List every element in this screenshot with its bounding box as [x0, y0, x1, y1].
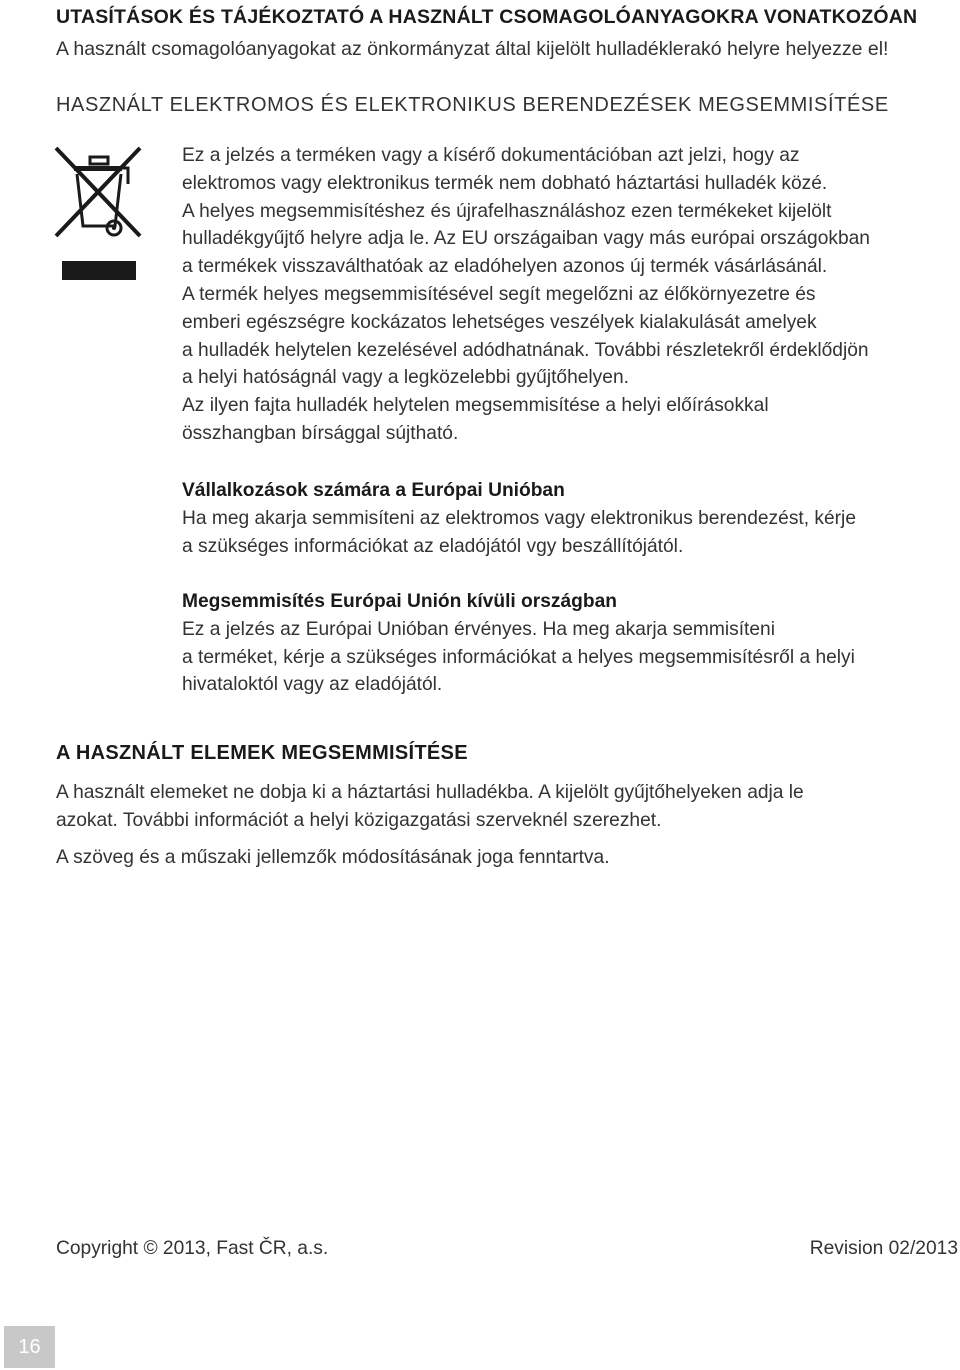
weee-line: emberi egészségre kockázatos lehetséges veszélyek kialakulását amelyek [182, 311, 817, 333]
business-line: a szükséges információkat az eladójától vgy beszállítójától. [182, 535, 684, 557]
packaging-title: UTASÍTÁSOK ÉS TÁJÉKOZTATÓ A HASZNÁLT CSOMAGOLÓANYAGOKRA VONATKOZÓAN [56, 6, 918, 28]
outside-eu-line: a terméket, kérje a szükséges információkat a helyes megsemmisítésről a helyi [182, 646, 855, 668]
weee-paragraph [182, 142, 960, 448]
weee-line: A helyes megsemmisítéshez és újrafelhasználáshoz ezen termékeket kijelölt [182, 200, 832, 222]
batteries-title: A HASZNÁLT ELEMEK MEGSEMMISÍTÉSE [56, 742, 468, 764]
weee-title: HASZNÁLT ELEKTROMOS ÉS ELEKTRONIKUS BERENDEZÉSEK MEGSEMMISÍTÉSE [56, 94, 889, 116]
batteries-section [56, 779, 956, 872]
weee-line: Az ilyen fajta hulladék helytelen megsemmisítése a helyi előírásokkal [182, 395, 769, 417]
business-title: Vállalkozások számára a Európai Unióban [182, 480, 565, 501]
weee-line: hulladékgyűjtő helyre adja le. Az EU országaiban vagy más európai országokban [182, 228, 870, 250]
weee-line: A termék helyes megsemmisítésével segít megelőzni az élőkörnyezetre és [182, 283, 816, 305]
outside-eu-section [182, 588, 960, 699]
page-number: 16 [4, 1326, 55, 1368]
outside-eu-line: Ez a jelzés az Európai Unióban érvényes. Ha meg akarja semmisíteni [182, 618, 775, 640]
crossed-out-wheelie-bin-icon [52, 144, 144, 284]
weee-line: a hulladék helytelen kezelésével adódhatnának. További részletekről érdeklődjön [182, 339, 869, 361]
revision-text: Revision 02/2013 [809, 1238, 958, 1259]
weee-line: Ez a jelzés a terméken vagy a kísérő dokumentációban azt jelzi, hogy az [182, 145, 800, 166]
packaging-text: A használt csomagolóanyagokat az önkormányzat által kijelölt hulladéklerakó helyre helyezze el! [56, 38, 889, 60]
outside-eu-title: Megsemmisítés Európai Unión kívüli országban [182, 591, 618, 612]
weee-line: elektromos vagy elektronikus termék nem dobható háztartási hulladék közé. [182, 172, 828, 194]
weee-line: a termékek visszaválthatóak az eladóhelyen azonos új termék vásárlásánál. [182, 256, 828, 278]
weee-line: összhangban bírsággal sújtható. [182, 422, 459, 444]
rights-note: A szöveg és a műszaki jellemzők módosításának joga fenntartva. [56, 847, 610, 868]
business-line: Ha meg akarja semmisíteni az elektromos vagy elektronikus berendezést, kérje [182, 507, 856, 529]
outside-eu-line: hivataloktól vagy az eladójától. [182, 674, 443, 696]
business-section [182, 477, 960, 560]
weee-line: a helyi hatóságnál vagy a legközelebbi gyűjtőhelyen. [182, 367, 629, 389]
batteries-line: azokat. További információt a helyi közigazgatási szerveknél szerezhet. [56, 810, 662, 831]
copyright-text: Copyright © 2013, Fast ČR, a.s. [56, 1238, 329, 1259]
batteries-line: A használt elemeket ne dobja ki a háztartási hulladékba. A kijelölt gyűjtőhelyeken adja le [56, 782, 804, 803]
